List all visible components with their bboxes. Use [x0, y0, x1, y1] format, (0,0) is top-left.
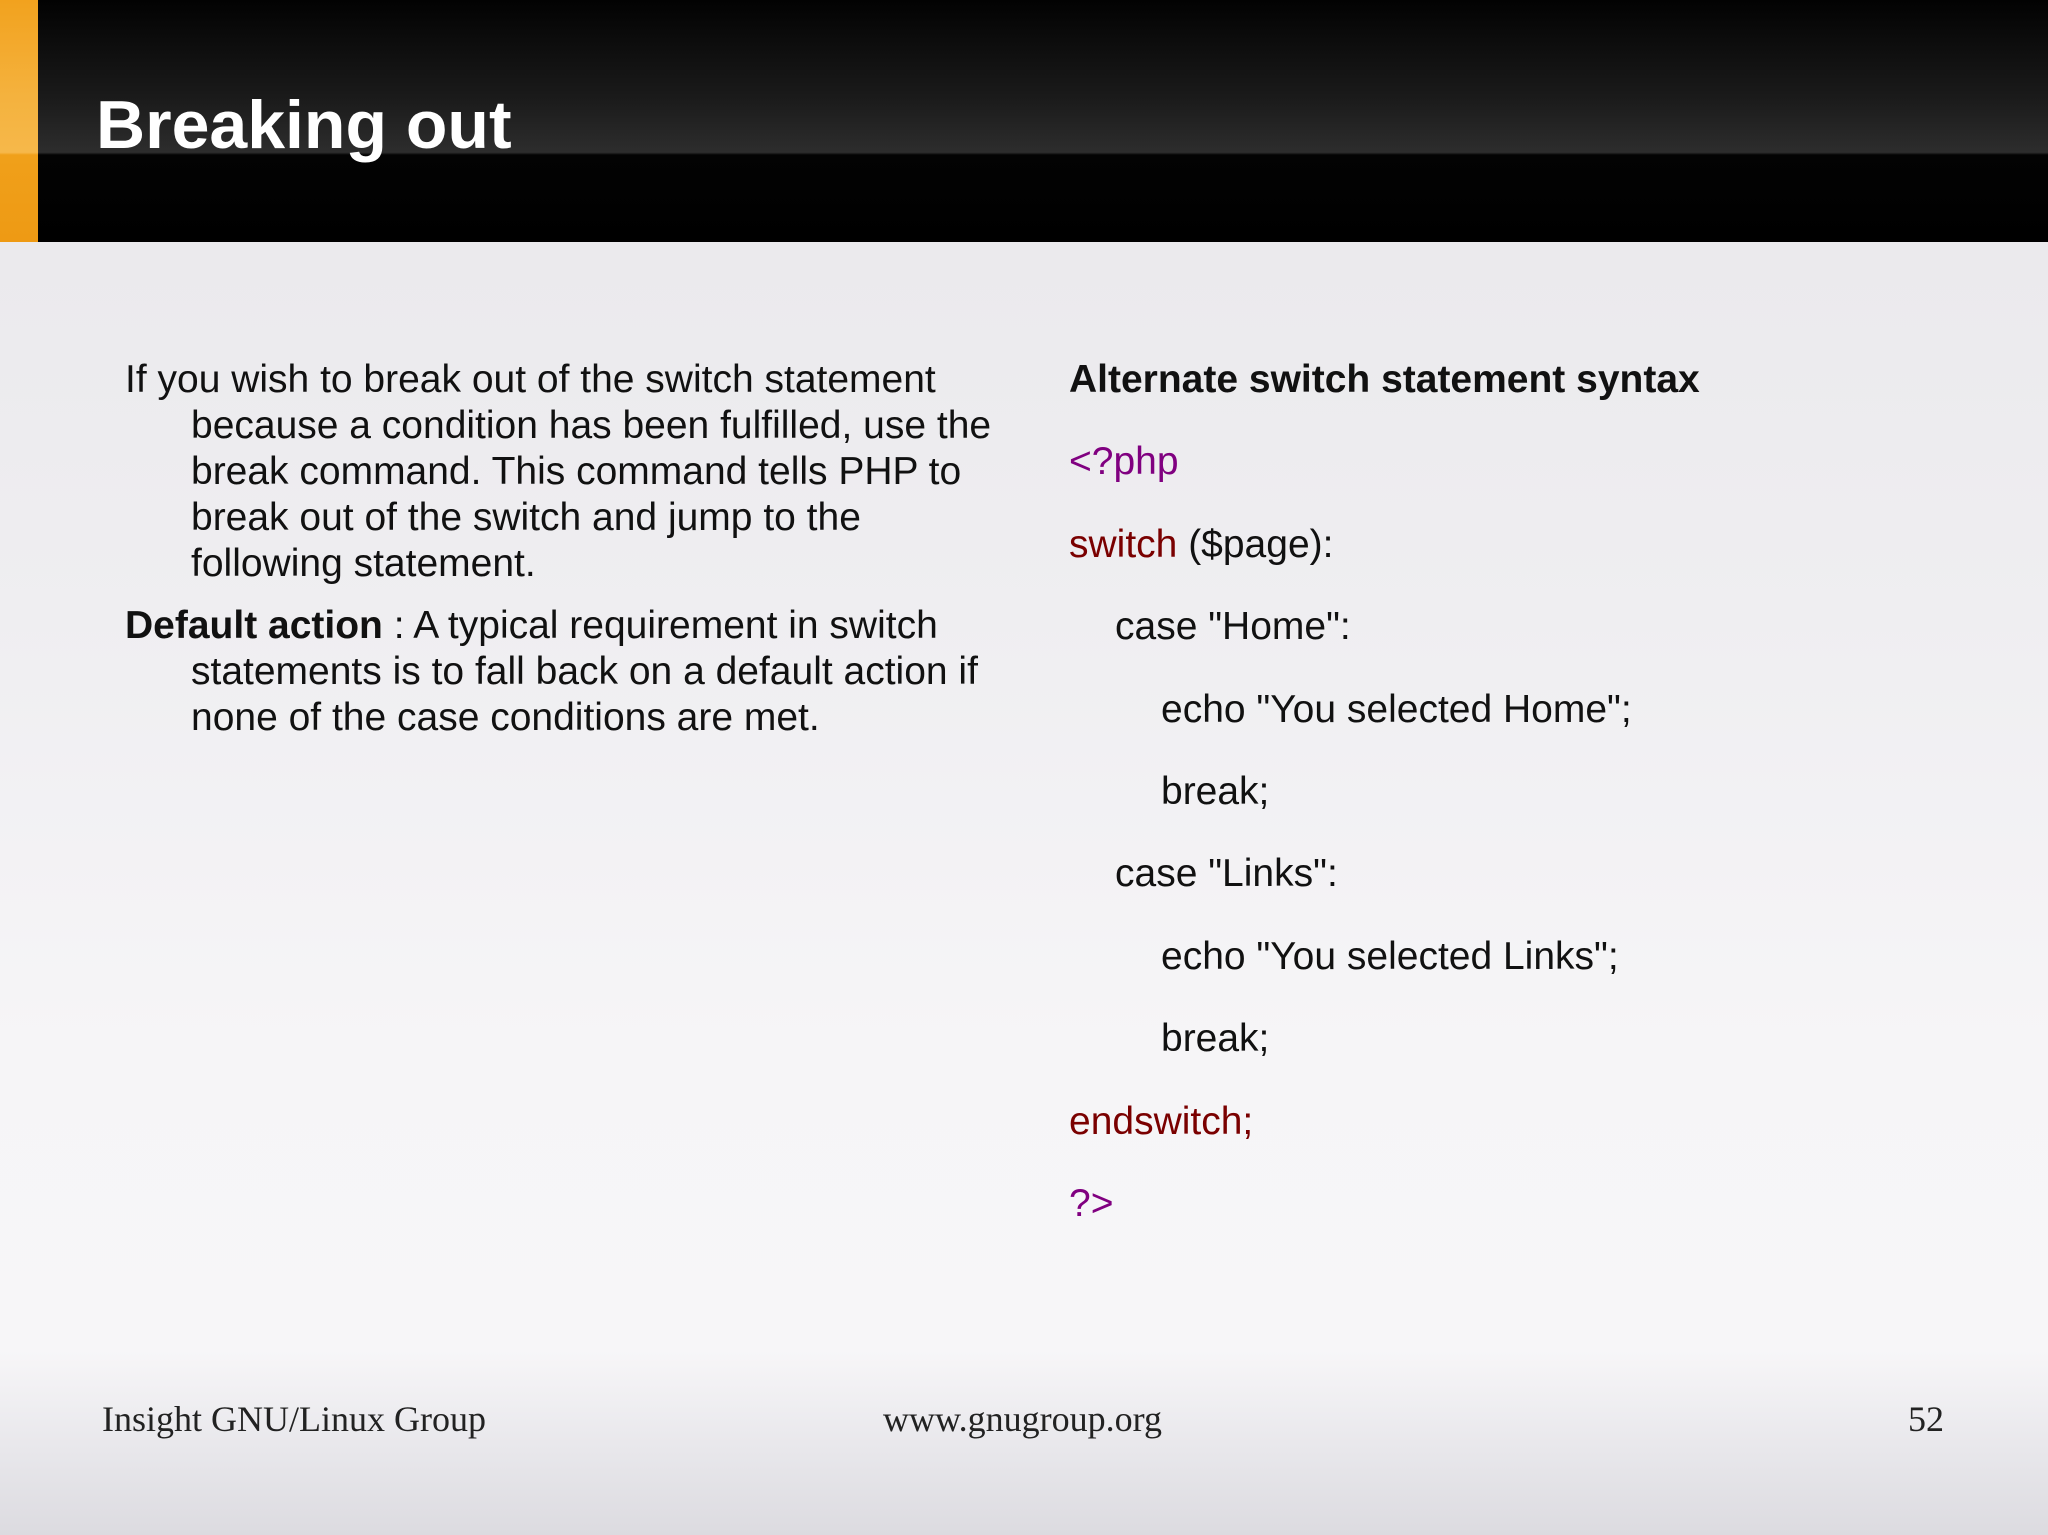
- footer-website: www.gnugroup.org: [883, 1399, 1162, 1439]
- break-line-1: break;: [1161, 769, 1270, 813]
- break-line-2: break;: [1161, 1017, 1270, 1061]
- php-close-tag: ?>: [1069, 1181, 1114, 1225]
- code-example: [1069, 357, 1969, 1263]
- left-column: [125, 357, 1005, 757]
- switch-keyword: switch: [1069, 522, 1178, 566]
- page-number: 52: [1908, 1399, 1944, 1439]
- php-open-tag: <?php: [1069, 440, 1179, 484]
- echo-home-line: echo "You selected Home";: [1161, 687, 1632, 731]
- default-action-text: : A typical requirement in switch statements is to fall back on a default action if none of the case conditions are met.: [191, 604, 978, 739]
- switch-line: [1069, 522, 1969, 604]
- echo-links-line: echo "You selected Links";: [1161, 934, 1619, 978]
- case-home-line: case "Home":: [1115, 605, 1351, 649]
- switch-expression: ($page):: [1177, 522, 1334, 566]
- default-action-paragraph: [125, 603, 1005, 741]
- default-action-label: Default action: [125, 604, 383, 647]
- slide-title: Breaking out: [96, 87, 512, 163]
- footer-organization: Insight GNU/Linux Group: [102, 1399, 486, 1439]
- case-links-line: case "Links":: [1115, 852, 1338, 896]
- header-accent-bar: [0, 0, 38, 242]
- endswitch-line: endswitch;: [1069, 1099, 1254, 1143]
- code-heading: Alternate switch statement syntax: [1069, 358, 1700, 401]
- break-explanation: If you wish to break out of the switch statement because a condition has been fulfilled, use the break command. This command tells PHP to break out of the switch and jump to the following statement.: [125, 358, 992, 585]
